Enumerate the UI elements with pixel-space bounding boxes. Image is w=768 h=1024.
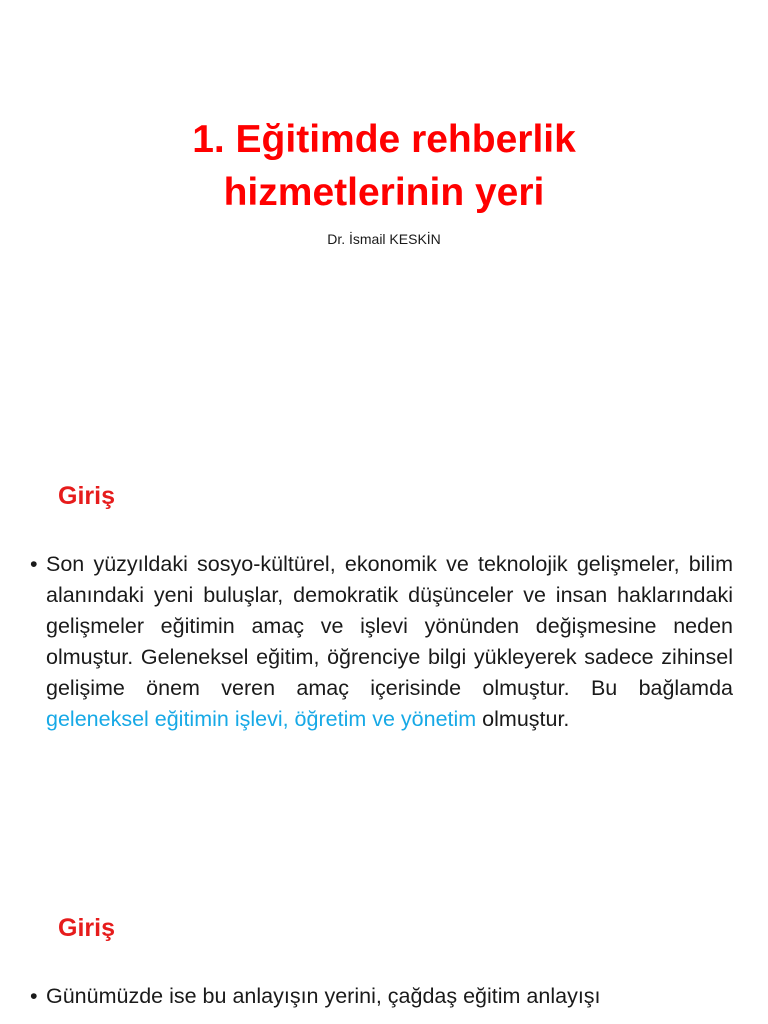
- bullet-item: [30, 981, 733, 1012]
- bullet-item: [30, 549, 733, 735]
- bullet-text-part-1: Son yüzyıldaki sosyo-kültürel, ekonomik ve teknolojik gelişmeler, bilim alanındaki yeni buluşlar, demokratik düşünceler ve insan haklarındaki gelişmeler eğitimin amaç ve işlevi yönünden değişmesine neden olmuştur. Geleneksel eğitim, öğrenciye bilgi yükleyerek sadece zihinsel gelişime önem veren amaç içerisinde olmuştur. Bu bağlamda: [46, 552, 733, 700]
- author-name: Dr. İsmail KESKİN: [327, 231, 441, 247]
- bullet-icon: •: [30, 552, 38, 576]
- intro-slide-continued: [0, 864, 768, 1024]
- title-line-2: hizmetlerinin yeri: [223, 171, 545, 214]
- intro-slide: [0, 432, 768, 864]
- slide-heading: Giriş: [58, 914, 115, 942]
- bullet-icon: •: [30, 984, 38, 1008]
- title-slide: [0, 0, 768, 432]
- bullet-text: Günümüzde ise bu anlayışın yerini, çağdaş eğitim anlayışı: [46, 984, 601, 1008]
- title-line-1: 1. Eğitimde rehberlik: [192, 118, 576, 161]
- highlighted-text: geleneksel eğitimin işlevi, öğretim ve yönetim: [46, 707, 477, 731]
- slide-title: [0, 113, 768, 219]
- slide-heading: Giriş: [58, 482, 115, 510]
- bullet-text: [30, 549, 733, 735]
- bullet-text-part-2: olmuştur.: [476, 707, 570, 731]
